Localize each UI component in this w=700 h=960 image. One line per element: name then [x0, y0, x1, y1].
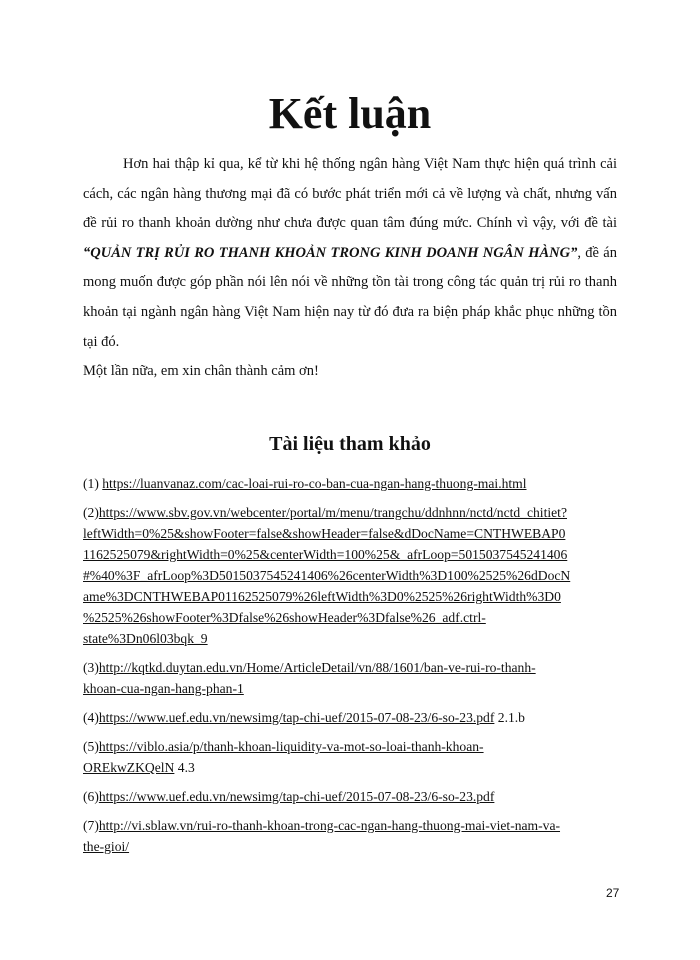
- reference-link[interactable]: http://vi.sblaw.vn/rui-ro-thanh-khoan-trong-cac-ngan-hang-thuong-mai-viet-nam-va-: [98, 818, 561, 833]
- reference-item: [83, 502, 623, 649]
- reference-line: [83, 607, 623, 628]
- reference-line: [83, 628, 623, 649]
- reference-line: [83, 544, 623, 565]
- conclusion-text-start: Hơn hai thập kỉ qua, kể từ khi hệ thống ngân hàng Việt Nam thực hiện quá trình cải cách, các ngân hàng thương mại đã có bước phát triển mới cả về lượng và chất, nhưng vấn đề rủi ro thanh khoản dường như chưa được quan tâm đúng mức. Chính vì vậy, với đề tài: [83, 156, 617, 232]
- reference-link[interactable]: khoan-cua-ngan-hang-phan-1: [83, 681, 244, 696]
- reference-link[interactable]: state%3Dn06l03bqk_9: [83, 631, 208, 646]
- reference-item: [83, 786, 623, 807]
- reference-link[interactable]: https://www.uef.edu.vn/newsimg/tap-chi-uef/2015-07-08-23/6-so-23.pdf: [98, 789, 495, 804]
- reference-line: [83, 786, 623, 807]
- reference-section: 2.1.b: [494, 710, 525, 725]
- reference-line: [83, 565, 623, 586]
- reference-link[interactable]: https://www.uef.edu.vn/newsimg/tap-chi-uef/2015-07-08-23/6-so-23.pdf: [98, 710, 495, 725]
- reference-number: (6): [83, 789, 99, 804]
- reference-number: (3): [83, 660, 99, 675]
- reference-item: [83, 815, 623, 857]
- reference-link[interactable]: #%40%3F_afrLoop%3D5015037545241406%26centerWidth%3D100%2525%26dDocN: [83, 568, 571, 583]
- reference-line: [83, 523, 623, 544]
- reference-item: [83, 473, 623, 494]
- reference-line: [83, 473, 623, 494]
- reference-line: [83, 586, 623, 607]
- reference-line: [83, 657, 623, 678]
- reference-number: (4): [83, 710, 99, 725]
- reference-link[interactable]: the-gioi/: [83, 839, 130, 854]
- reference-number: (5): [83, 739, 99, 754]
- reference-line: [83, 815, 623, 836]
- reference-line: [83, 502, 623, 523]
- reference-item: [83, 736, 623, 778]
- topic-title: “QUẢN TRỊ RỦI RO THANH KHOẢN TRONG KINH DOANH NGÂN HÀNG”: [83, 244, 578, 261]
- reference-link[interactable]: OREkwZKQelN: [83, 760, 175, 775]
- reference-link[interactable]: https://luanvanaz.com/cac-loai-rui-ro-co-ban-cua-ngan-hang-thuong-mai.html: [102, 476, 527, 491]
- reference-link[interactable]: http://kqtkd.duytan.edu.vn/Home/ArticleDetail/vn/88/1601/ban-ve-rui-ro-thanh-: [98, 660, 536, 675]
- reference-line: [83, 757, 623, 778]
- reference-line: [83, 836, 623, 857]
- reference-link[interactable]: https://viblo.asia/p/thanh-khoan-liquidity-va-mot-so-loai-thanh-khoan-: [98, 739, 484, 754]
- page-number: 27: [606, 886, 620, 900]
- reference-line: [83, 707, 623, 728]
- reference-link[interactable]: leftWidth=0%25&showFooter=false&showHeader=false&dDocName=CNTHWEBAP0: [83, 526, 566, 541]
- reference-link[interactable]: %2525%26showFooter%3Dfalse%26showHeader%3Dfalse%26_adf.ctrl-: [83, 610, 486, 625]
- references-heading: Tài liệu tham khảo: [269, 433, 431, 455]
- references-list: [83, 473, 623, 865]
- reference-number: (7): [83, 818, 99, 833]
- thanks-line: Một lần nữa, em xin chân thành cảm ơn!: [83, 363, 319, 380]
- reference-item: [83, 707, 623, 728]
- conclusion-paragraph: [83, 150, 617, 357]
- reference-section: 4.3: [174, 760, 195, 775]
- page-title: Kết luận: [268, 89, 432, 138]
- reference-link[interactable]: 1162525079&rightWidth=0%25&centerWidth=100%25&_afrLoop=5015037545241406: [83, 547, 568, 562]
- reference-item: [83, 657, 623, 699]
- reference-link[interactable]: ame%3DCNTHWEBAP01162525079%26leftWidth%3D0%2525%26rightWidth%3D0: [83, 589, 561, 604]
- reference-line: [83, 678, 623, 699]
- reference-link[interactable]: https://www.sbv.gov.vn/webcenter/portal/m/menu/trangchu/ddnhnn/nctd/nctd_chitiet?: [98, 505, 567, 520]
- reference-number: (2): [83, 505, 99, 520]
- conclusion-section: [83, 150, 617, 387]
- reference-number: (1): [83, 476, 103, 491]
- reference-line: [83, 736, 623, 757]
- conclusion-text-end: , đề án mong muốn được góp phần nói lên nói về những tồn tài trong công tác quản trị rủi ro thanh khoản tại ngành ngân hàng Việt Nam hiện nay từ đó đưa ra biện pháp khắc phục những tồn tại đó.: [83, 244, 617, 350]
